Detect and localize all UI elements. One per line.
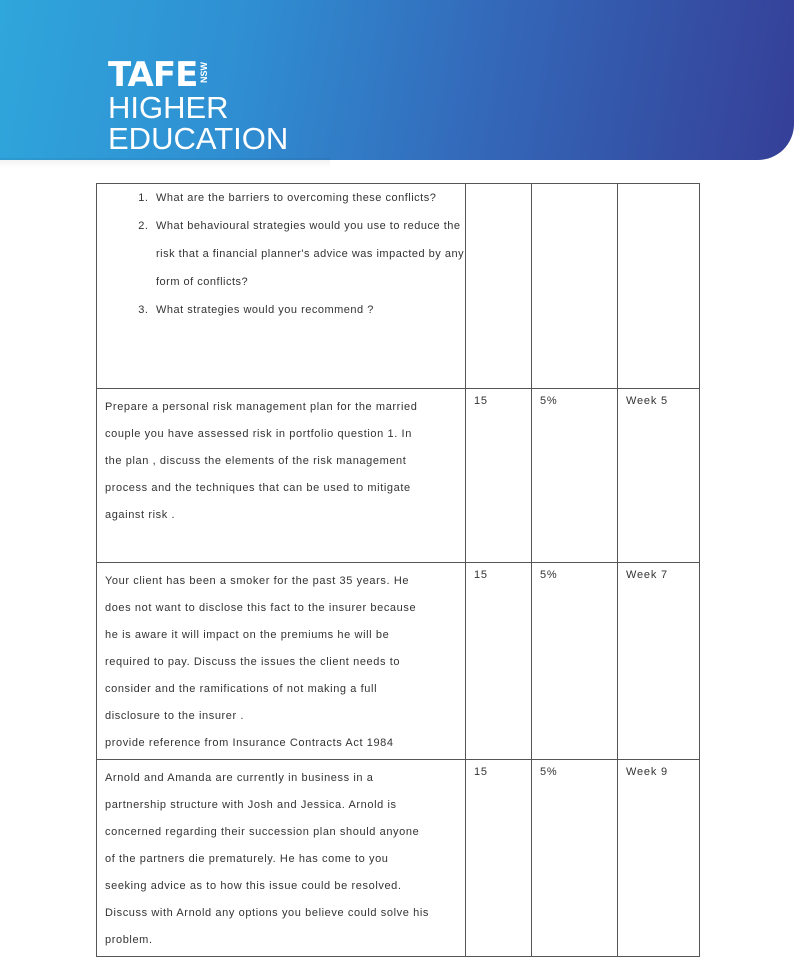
task-line: the plan , discuss the elements of the risk management (105, 455, 407, 467)
due-cell (618, 389, 700, 563)
banner-shadow (0, 158, 330, 168)
task-line: process and the techniques that can be used to mitigate (105, 482, 411, 494)
logo-education: EDUCATION (108, 121, 289, 156)
task-line: Your client has been a smoker for the past 35 years. He (105, 575, 410, 587)
table-row (97, 563, 700, 760)
question-text: 1. What are the barriers to overcoming these conflicts? (156, 192, 437, 204)
weight-value (532, 184, 617, 189)
assessment-table (96, 183, 700, 957)
question-text: 2. What behavioural strategies would you use to reduce the risk that a financial planner's advice was impacted by any form of conflicts? (156, 220, 465, 288)
task-line: of the partners die prematurely. He has come to you (105, 853, 389, 865)
task-line: concerned regarding their succession plan should anyone (105, 826, 420, 838)
words-cell (466, 184, 532, 389)
task-cell (97, 563, 466, 760)
weight-value: 5% (540, 395, 558, 407)
task-line: Arnold and Amanda are currently in business in a (105, 772, 374, 784)
task-line: provide reference from Insurance Contracts Act 1984 (105, 737, 394, 749)
due-value (618, 184, 699, 189)
table-row (97, 760, 700, 957)
task-description (97, 760, 465, 954)
weight-value: 5% (540, 766, 558, 778)
words-value: 15 (474, 569, 488, 581)
task-line: Prepare a personal risk management plan for the married (105, 401, 418, 413)
question-list (97, 184, 465, 324)
task-line: seeking advice as to how this issue could be resolved. (105, 880, 402, 892)
weight-value: 5% (540, 569, 558, 581)
logo-tafe: TAFE (108, 55, 198, 95)
task-line: required to pay. Discuss the issues the client needs to (105, 656, 401, 668)
task-line: does not want to disclose this fact to the insurer because (105, 602, 417, 614)
task-line: consider and the ramifications of not making a full (105, 683, 378, 695)
weight-cell (532, 563, 618, 760)
table-row (97, 184, 700, 389)
table-row (97, 389, 700, 563)
due-cell (618, 184, 700, 389)
weight-cell (532, 389, 618, 563)
task-description (97, 389, 465, 529)
weight-cell (532, 760, 618, 957)
task-cell (97, 389, 466, 563)
task-line: against risk . (105, 509, 176, 521)
list-item (152, 212, 465, 296)
task-line: disclosure to the insurer . (105, 710, 245, 722)
weight-cell (532, 184, 618, 389)
words-value: 15 (474, 766, 488, 778)
words-value (466, 184, 531, 189)
list-item (152, 296, 465, 324)
logo-higher: HIGHER (108, 90, 229, 125)
task-line: couple you have assessed risk in portfolio question 1. In (105, 428, 412, 440)
words-cell (466, 389, 532, 563)
words-value: 15 (474, 395, 488, 407)
due-cell (618, 760, 700, 957)
task-line: Discuss with Arnold any options you believe could solve his (105, 907, 429, 919)
words-cell (466, 563, 532, 760)
due-value: Week 9 (626, 766, 668, 778)
task-description (97, 563, 465, 757)
task-cell (97, 184, 466, 389)
task-cell (97, 760, 466, 957)
list-item (152, 184, 465, 212)
due-cell (618, 563, 700, 760)
logo-nsw: NSW (199, 62, 210, 83)
task-line: he is aware it will impact on the premiums he will be (105, 629, 390, 641)
question-text: 3. What strategies would you recommend ? (156, 304, 374, 316)
tafe-logo (108, 55, 289, 156)
task-line: partnership structure with Josh and Jessica. Arnold is (105, 799, 397, 811)
words-cell (466, 760, 532, 957)
due-value: Week 7 (626, 569, 668, 581)
task-line: problem. (105, 934, 153, 946)
due-value: Week 5 (626, 395, 668, 407)
